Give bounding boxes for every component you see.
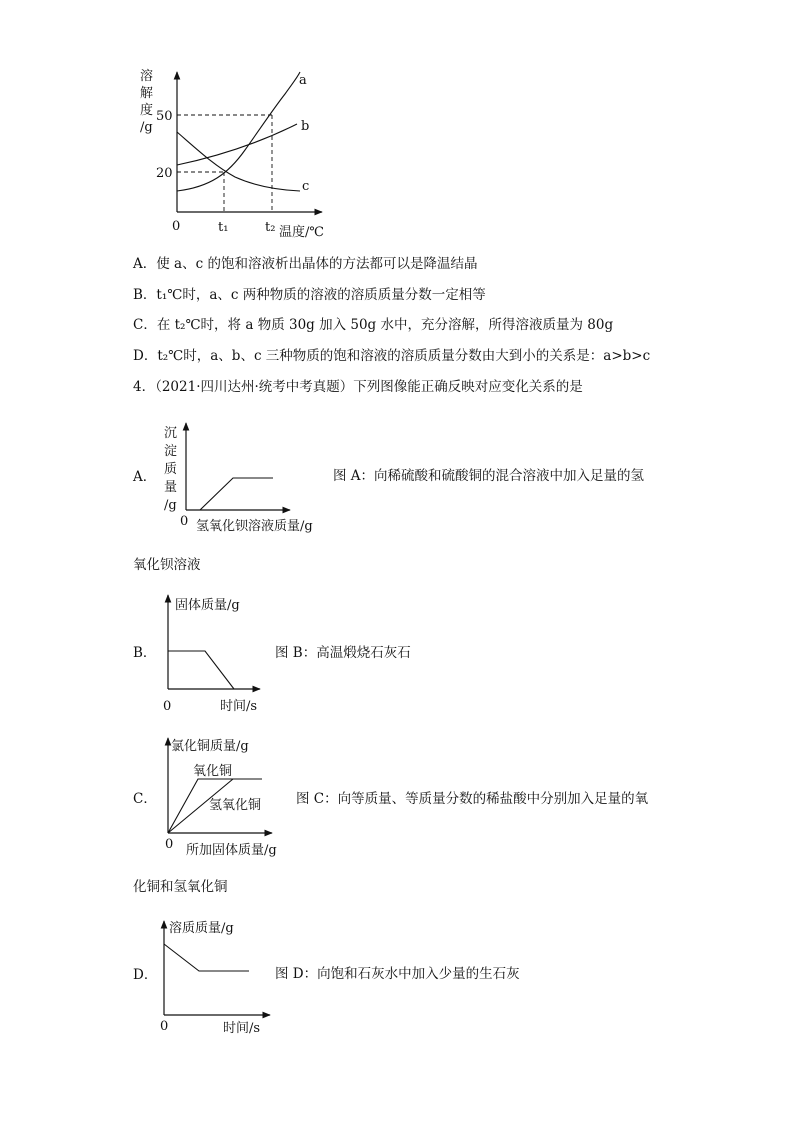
optC-line2-label: 氢氧化铜: [209, 798, 262, 813]
q4-stem: 4．（2021·四川达州·统考中考真题）下列图像能正确反映对应变化关系的是: [133, 379, 583, 395]
fig1-origin: 0: [172, 219, 181, 234]
fig1-ylabel-3: 度: [140, 103, 154, 118]
q3-option-a: A．使 a、c 的饱和溶液析出晶体的方法都可以是降温结晶: [133, 256, 478, 272]
optA-ylabel-1: 沉: [164, 426, 178, 441]
fig1-xtick-t1: t₁: [218, 220, 229, 235]
optA-ylabel-3: 质: [164, 462, 178, 477]
optB-line: [168, 651, 234, 689]
optA-ylabel-2: 淀: [164, 444, 178, 459]
optC-origin: 0: [165, 837, 174, 852]
optA-ylabel-4: 量: [164, 480, 178, 495]
fig1-series-c: c: [302, 179, 310, 194]
optB-caption: 图 B：高温煅烧石灰石: [275, 645, 411, 661]
fig1-ylabel-1: 溶: [140, 69, 154, 84]
optB-origin: 0: [163, 699, 172, 714]
fig1-series-a: a: [299, 73, 307, 88]
optD-letter: D．: [133, 967, 158, 983]
optA-letter: A．: [133, 469, 157, 485]
fig1-xtick-t2: t₂: [265, 220, 276, 235]
q3-option-b: B．t₁℃时，a、c 两种物质的溶液的溶质质量分数一定相等: [133, 287, 486, 303]
optD-origin: 0: [160, 1019, 169, 1034]
fig1-ylabel-2: 解: [140, 86, 154, 101]
optA-line: [200, 478, 273, 510]
optC-xlabel: 所加固体质量/g: [186, 843, 277, 858]
optA-origin: 0: [180, 514, 189, 529]
optB-ylabel: 固体质量/g: [175, 598, 240, 613]
fig1-ytick-50: 50: [156, 109, 173, 124]
q3-option-c: C．在 t₂℃时，将 a 物质 30g 加入 50g 水中，充分溶解，所得溶液质量为 80g: [133, 317, 614, 333]
optC-caption: 图 C：向等质量、等质量分数的稀盐酸中分别加入足量的氧: [296, 791, 649, 807]
optA-ylabel-5: /g: [164, 498, 177, 513]
optA-caption: 图 A：向稀硫酸和硫酸铜的混合溶液中加入足量的氢: [333, 468, 645, 484]
optA-xlabel: 氢氧化钡溶液质量/g: [196, 519, 313, 534]
fig1-series-b: b: [301, 119, 310, 134]
optB-xlabel: 时间/s: [220, 699, 258, 714]
optD-caption: 图 D：向饱和石灰水中加入少量的生石灰: [275, 966, 520, 982]
optD-ylabel: 溶质质量/g: [169, 921, 234, 936]
optC-caption-wrap: 化铜和氢氧化铜: [133, 879, 228, 895]
fig1-xlabel: 温度/℃: [279, 225, 324, 240]
optD-xlabel: 时间/s: [223, 1021, 261, 1036]
optA-caption-wrap: 氧化钡溶液: [133, 557, 201, 573]
fig1-ylabel-4: /g: [140, 120, 153, 135]
q3-option-d: D．t₂℃时，a、b、c 三种物质的饱和溶液的溶质质量分数由大到小的关系是：a>b>c: [133, 348, 651, 364]
optB-letter: B．: [133, 645, 157, 661]
optC-ylabel: 氯化铜质量/g: [171, 739, 249, 754]
optC-line1-label: 氧化铜: [193, 764, 233, 779]
fig1-ytick-20: 20: [156, 166, 173, 181]
optD-line: [164, 944, 249, 971]
optC-letter: C．: [133, 791, 157, 807]
curve-b: [177, 124, 297, 165]
curve-c: [177, 132, 300, 191]
